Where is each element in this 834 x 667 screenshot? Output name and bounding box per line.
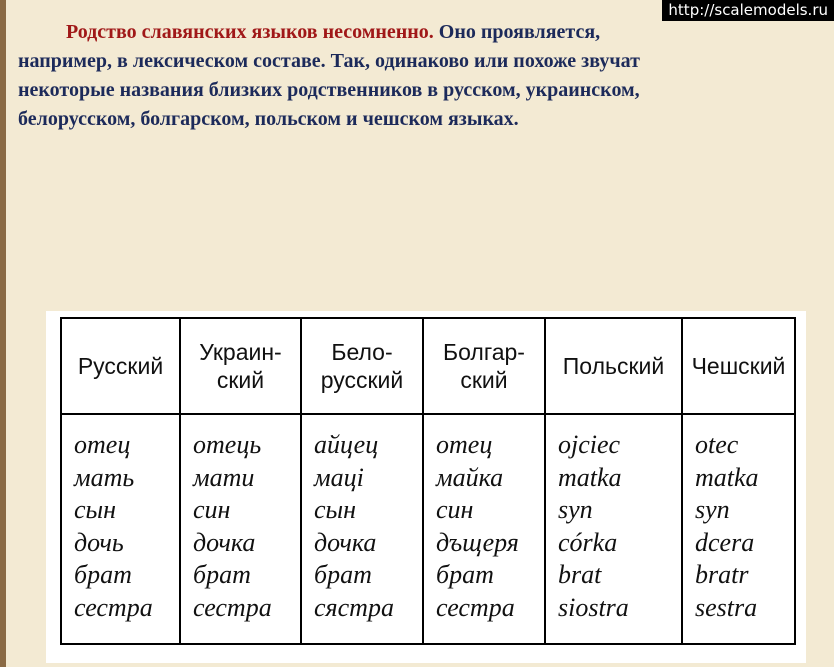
intro-line3: некоторые названия близких родственников в русском, украинском,	[18, 79, 640, 101]
word-cell: sestra	[695, 592, 758, 622]
word-cell: сестра	[74, 592, 153, 622]
word-cell: сестра	[436, 592, 515, 622]
header-czech: Чешский	[682, 318, 795, 414]
intro-line2: например, в лексическом составе. Так, одинаково или похоже звучат	[18, 50, 640, 72]
column-belarusian	[301, 414, 423, 644]
word-cell: син	[436, 495, 474, 524]
header-polish: Польский	[545, 318, 682, 414]
word-cell: дочь	[74, 527, 124, 557]
word-cell: сын	[74, 495, 117, 524]
word-cell: matka	[695, 462, 759, 492]
word-cell: dcera	[695, 527, 755, 557]
word-cell: майка	[436, 462, 504, 492]
word-cell: отець	[193, 430, 262, 459]
word-cell: córka	[558, 527, 618, 557]
column-bulgarian	[423, 414, 545, 644]
word-cell: брат	[436, 560, 494, 589]
word-cell: сын	[314, 495, 357, 524]
column-ukrainian	[180, 414, 301, 644]
word-cell: сястра	[314, 592, 394, 622]
word-cell: мать	[74, 462, 135, 492]
intro-line1-rest: Оно проявляется,	[433, 21, 601, 43]
word-cell: брат	[314, 560, 372, 589]
word-cell: отец	[74, 430, 131, 459]
header-russian: Русский	[61, 318, 180, 414]
header-ukrainian: Украин- ский	[180, 318, 301, 414]
word-cell: мати	[193, 462, 255, 492]
header-bulgarian: Болгар- ский	[423, 318, 545, 414]
intro-paragraph	[18, 18, 808, 134]
word-cell: bratr	[695, 560, 749, 589]
left-border	[0, 0, 6, 667]
column-czech	[682, 414, 795, 644]
word-cell: отец	[436, 430, 493, 459]
word-cell: дочка	[193, 527, 256, 557]
column-polish	[545, 414, 682, 644]
word-cell: syn	[558, 495, 593, 524]
word-cell: син	[193, 495, 231, 524]
word-cell: дочка	[314, 527, 377, 557]
table-panel	[46, 311, 806, 663]
intro-line4: белорусском, болгарском, польском и чешском языках.	[18, 108, 519, 130]
intro-lead-sentence: Родство славянских языков несомненно.	[66, 21, 434, 43]
word-cell: otec	[695, 430, 739, 459]
header-belarusian: Бело- русский	[301, 318, 423, 414]
kinship-words-table	[60, 317, 796, 645]
watermark: http://scalemodels.ru	[662, 0, 834, 21]
word-cell: syn	[695, 495, 730, 524]
word-cell: сестра	[193, 592, 272, 622]
word-cell: brat	[558, 560, 602, 589]
table-header-row	[61, 318, 795, 414]
word-cell: брат	[193, 560, 251, 589]
word-cell: маці	[314, 462, 364, 492]
word-cell: дъщеря	[436, 527, 519, 557]
word-cell: siostra	[558, 592, 629, 622]
word-cell: айцец	[314, 430, 379, 459]
column-russian	[61, 414, 180, 644]
word-cell: брат	[74, 560, 132, 589]
word-cell: matka	[558, 462, 622, 492]
table-body-row	[61, 414, 795, 644]
word-cell: ojciec	[558, 430, 621, 459]
